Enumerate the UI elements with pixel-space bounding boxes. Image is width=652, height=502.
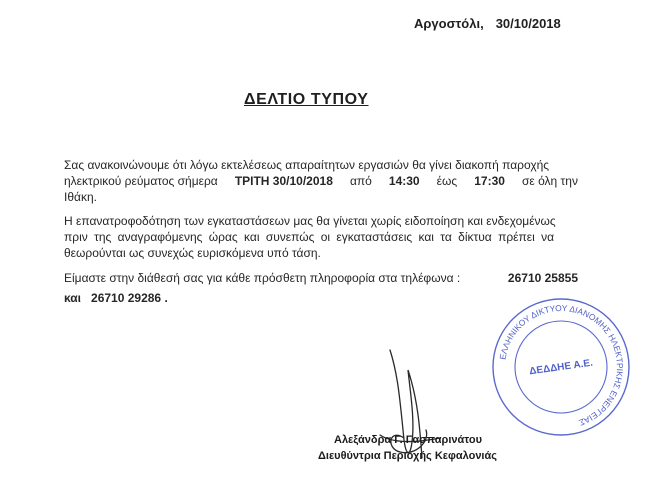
- paragraph-2-line-1: Η επανατροφοδότηση των εγκαταστάσεων μας θα γίνεται χωρίς ειδοποίηση και ενδεχομένως: [64, 214, 556, 228]
- paragraph-2-line-2: [64, 229, 578, 245]
- time-from: 14:30: [388, 174, 420, 188]
- area-label: σε όλη την: [522, 174, 578, 188]
- company-stamp: [486, 292, 636, 442]
- place-label: Αργοστόλι,: [414, 16, 484, 31]
- date-value: 30/10/2018: [495, 16, 561, 31]
- date-line: [414, 16, 561, 31]
- signatory-role: Διευθύντρια Περιοχής Κεφαλονιάς: [318, 450, 497, 462]
- stamp-ring-text: ΕΛΛΗΝΙΚΟΥ ΔΙΚΤΥΟΥ ΔΙΑΝΟΜΗΣ ΗΛΕΚΤΡΙΚΗΣ ΕΝΕΡΓΕΙΑΣ: [497, 302, 626, 428]
- paragraph-1-line-2: [64, 173, 578, 189]
- document-title: ΔΕΛΤΙΟ ΤΥΠΟΥ: [244, 91, 369, 108]
- paragraph-2-line-2-text: πριν της αναγραφόμενης ώρας και συνεπώς οι εγκαταστάσεις και τα δίκτυα πρέπει να: [64, 230, 555, 244]
- paragraph-2-line-3: θεωρούνται ως συνεχώς ευρισκόμενα υπό τάση.: [64, 246, 321, 260]
- signatory-name: Αλεξάνδρα Γ. Γασπαρινάτου: [334, 434, 482, 446]
- handwritten-signature: [360, 330, 460, 470]
- outage-intro: ηλεκτρικού ρεύματος σήμερα: [64, 174, 218, 188]
- outage-day: ΤΡΙΤΗ 30/10/2018: [234, 174, 333, 188]
- paragraph-3-line-1: [64, 270, 578, 286]
- paragraph-1-line-1: Σας ανακοινώνουμε ότι λόγω εκτελέσεως απαραίτητων εργασιών θα γίνει διακοπή παροχής: [64, 158, 550, 172]
- stamp-logo-text: ΔΕΔΔΗΕ Α.Ε.: [528, 357, 594, 378]
- phone-1: 26710 25855: [507, 271, 578, 285]
- to-label: έως: [436, 174, 458, 188]
- time-to: 17:30: [474, 174, 505, 188]
- contact-text: Είμαστε στην διάθεσή σας για κάθε πρόσθετη πληροφορία στα τηλέφωνα :: [64, 271, 461, 285]
- from-label: από: [349, 174, 372, 188]
- phone-2: 26710 29286 .: [91, 291, 168, 305]
- and-label: και: [64, 291, 82, 305]
- paragraph-1-line-3: Ιθάκη.: [64, 190, 97, 204]
- paragraph-3-line-2: [64, 290, 168, 306]
